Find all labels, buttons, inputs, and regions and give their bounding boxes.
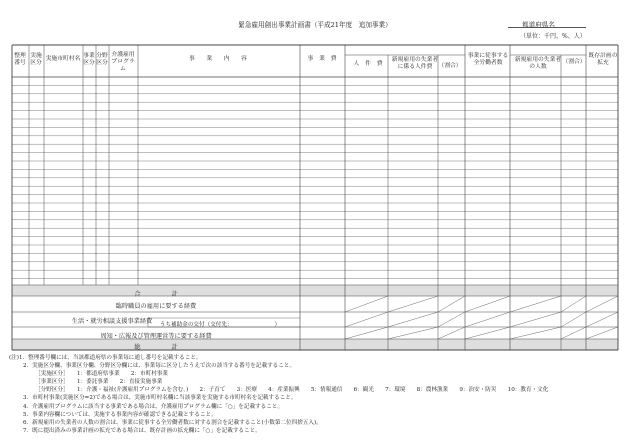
note-line: 6．新規雇用の失業者の人数の割合は、事業に従事する全労働者数に対する割合を記載すること(小数第二位四捨五入)。	[23, 419, 322, 426]
header-jinkenhi: 人 件 費	[353, 61, 383, 67]
gokei-label: 合 計	[134, 291, 178, 298]
hatch-line	[510, 312, 561, 327]
note-line: 2．実施区分欄、事業区分欄、分野区分欄には、事業毎に区分したうえで次の該当する番号を記載すること。	[23, 363, 296, 370]
hatch-line	[345, 296, 388, 312]
sokei-label: 総 計	[134, 344, 178, 351]
header-wariai-1: （割合）	[438, 63, 462, 69]
hojokin-kofu-label: うち補助金の交付（交付先： ）	[159, 322, 281, 328]
seikatsu-shuro-label: 生活・就労相談支援事業経費	[71, 318, 153, 325]
hatch-line	[561, 312, 586, 327]
hatch-line	[465, 312, 510, 327]
header-jigyohi: 事 業 費	[307, 56, 337, 62]
note-line: (注)1．整理番号欄には、当該都道府県の事業毎に通し番号を記載すること。	[9, 355, 202, 361]
note-line: 4．介護雇用プログラムに該当する事業である場合は、介護雇用プログラム欄に「○」を記載すること。	[23, 403, 284, 410]
header-wariai-2: （割合）	[562, 59, 586, 65]
unit-label: （単位：千円、%、人）	[520, 33, 586, 40]
note-line: ［実施区分］ 1：都道府県事業 2：市町村事業	[35, 371, 168, 378]
shuchi-koho-label: 周知・広報及び管理運営等に要する経費	[100, 333, 212, 340]
rinji-shokuin-label: 臨時職員の雇用に要する経費	[115, 303, 197, 310]
header-bunya-kubun: 分野区分	[96, 53, 108, 66]
header-shinki-ninzu: 新規雇用の失業者の人数	[514, 57, 562, 70]
note-line: ［分野区分］ 1：介護・福祉(介護雇用プログラムを含む。) 2：子育て 3：医療 4：産業振興 5：情報通信 6：観光 7：環境 8：農林漁業 9：治安・防災 10：教育・文化	[35, 387, 549, 394]
note-line: 5．事業内容欄については、実施する事業内容が確認できる記載とすること。	[23, 411, 217, 418]
hatch-line	[345, 327, 388, 339]
note-line: ［事業区分］ 1：委託事業 2：直接実施事業	[35, 379, 163, 386]
prefecture-label: 都道府県名	[522, 21, 555, 29]
hatch-line	[561, 327, 586, 339]
header-shichoson-mei: 実施市町村名	[45, 56, 81, 62]
header-jigyo-naiyo: 事 業 内 容	[189, 56, 247, 62]
hatch-line	[561, 296, 586, 312]
hatch-line	[586, 327, 618, 339]
header-kison-kakuju: 既存計画の拡充	[588, 53, 618, 66]
hatch-line	[388, 312, 438, 327]
hatch-line	[510, 296, 561, 312]
notes-section	[9, 354, 548, 435]
hatch-line	[465, 327, 510, 339]
header-seiri-bango: 整理番号	[14, 53, 26, 66]
hatch-line	[465, 296, 510, 312]
hatch-line	[438, 312, 465, 327]
hatch-line	[586, 296, 618, 312]
header-jisshi-kubun: 実施区分	[30, 53, 42, 66]
note-line: 3．市町村事業(実施区分=2)である場合は、実施市町村名欄に当該事業を実施する市町村名を記載すること。	[23, 395, 297, 402]
header-jigyo-kubun: 事業区分	[83, 53, 95, 66]
hatch-line	[345, 312, 388, 327]
hatch-line	[586, 312, 618, 327]
hatch-line	[438, 296, 465, 312]
header-shinki-jinkenhi: 新規雇用の失業者に係る人件費	[391, 57, 439, 70]
hatch-line	[388, 327, 438, 339]
header-jujisha-su: 事業に従事する全労働者数	[467, 53, 509, 66]
hatch-line	[388, 296, 438, 312]
document-title: 緊急雇用創出事業計画書（平成21年度 追加事業）	[238, 21, 392, 29]
note-line: 7．既に提出済みの事業計画の拡充である場合は、既存計画の拡充欄に「○」を記載すること。	[23, 427, 261, 434]
header-kaigo-program: 介護雇用プログラム	[111, 52, 135, 72]
hatch-line	[438, 327, 465, 339]
hatch-line	[510, 327, 561, 339]
